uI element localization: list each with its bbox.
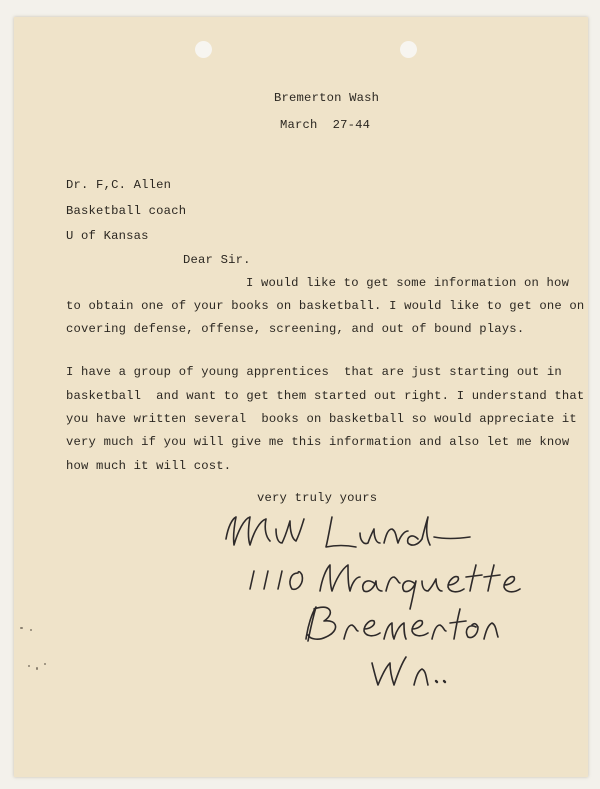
paragraph-line: I would like to get some information on how xyxy=(246,276,570,290)
recipient-institution: U of Kansas xyxy=(66,229,149,243)
paper-speck xyxy=(36,667,38,670)
paper-speck xyxy=(44,663,46,665)
recipient-title: Basketball coach xyxy=(66,204,187,218)
salutation: Dear Sir. xyxy=(183,253,251,267)
letter-date: March 27-44 xyxy=(280,118,371,132)
paragraph-line: you have written several books on basketball so would appreciate it xyxy=(66,412,577,426)
paper-speck xyxy=(20,627,23,629)
paragraph-line: very much if you will give me this information and also let me know xyxy=(66,435,570,449)
letter-place: Bremerton Wash xyxy=(274,91,380,105)
paragraph-line: I have a group of young apprentices that are just starting out in xyxy=(66,365,562,379)
closing: very truly yours xyxy=(257,491,378,505)
handwritten-signature xyxy=(14,17,588,777)
letter-sheet xyxy=(14,17,588,777)
paragraph-line: to obtain one of your books on basketball. I would like to get one on xyxy=(66,299,585,313)
paragraph-line: covering defense, offense, screening, and out of bound plays. xyxy=(66,322,525,336)
paper-speck xyxy=(28,665,30,667)
paragraph-line: how much it will cost. xyxy=(66,459,232,473)
recipient-name: Dr. F,C. Allen xyxy=(66,178,172,192)
paper-speck xyxy=(30,629,32,631)
paragraph-line: basketball and want to get them started out right. I understand that xyxy=(66,389,585,403)
